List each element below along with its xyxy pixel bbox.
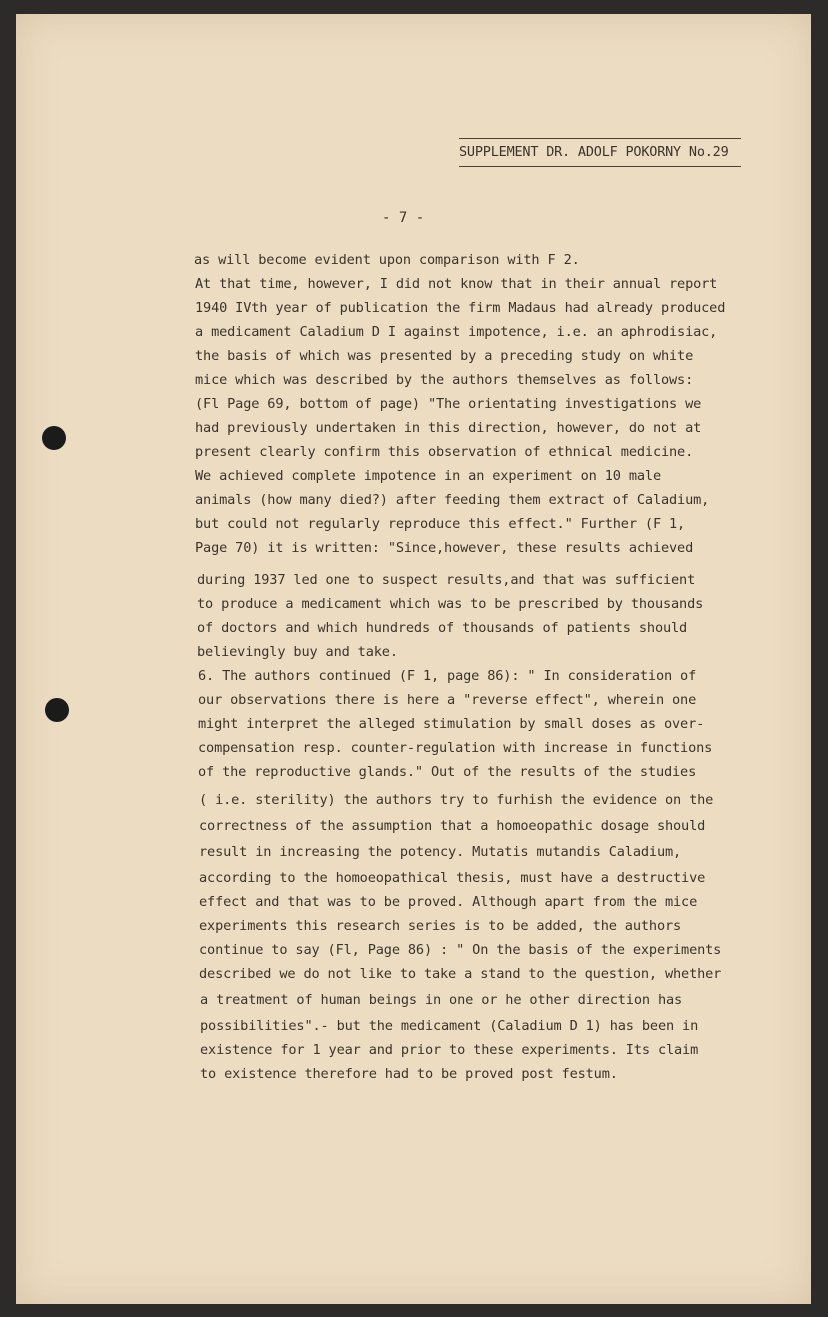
text-line: effect and that was to be proved. Although apart from the mice [199,894,698,910]
text-line: 1940 IVth year of publication the firm Madaus had already produced [195,300,726,316]
page-number: - 7 - [382,210,425,226]
text-line: of doctors and which hundreds of thousands of patients should [197,620,688,636]
text-line: a treatment of human beings in one or he other direction has [200,992,683,1008]
text-line: believingly buy and take. [197,644,398,660]
text-line: might interpret the alleged stimulation by small doses as over- [198,716,705,732]
text-line: our observations there is here a "reverse effect", wherein one [198,692,697,708]
text-line: as will become evident upon comparison with F 2. [194,252,580,268]
text-line: a medicament Caladium D I against impotence, i.e. an aphrodisiac, [195,324,718,340]
header-rule-top [459,138,741,139]
text-line: 6. The authors continued (F 1, page 86): " In consideration of [198,668,697,684]
text-line: the basis of which was presented by a preceding study on white [195,348,694,364]
text-line: We achieved complete impotence in an experiment on 10 male [195,468,661,484]
text-line: result in increasing the potency. Mutatis mutandis Caladium, [199,844,682,860]
text-line: At that time, however, I did not know that in their annual report [195,276,718,292]
text-line: to existence therefore had to be proved post festum. [200,1066,618,1082]
document-page [16,14,811,1304]
text-line: to produce a medicament which was to be prescribed by thousands [197,596,704,612]
text-line: ( i.e. sterility) the authors try to furhish the evidence on the [199,792,714,808]
text-line: (Fl Page 69, bottom of page) "The orientating investigations we [195,396,702,412]
text-line: continue to say (Fl, Page 86) : " On the basis of the experiments [199,942,722,958]
text-line: animals (how many died?) after feeding them extract of Caladium, [195,492,710,508]
text-line: but could not regularly reproduce this effect." Further (F 1, [195,516,686,532]
text-line: during 1937 led one to suspect results,and that was sufficient [197,572,696,588]
text-line: compensation resp. counter-regulation with increase in functions [198,740,713,756]
text-line: had previously undertaken in this direction, however, do not at [195,420,702,436]
text-line: described we do not like to take a stand to the question, whether [199,966,722,982]
text-line: experiments this research series is to be added, the authors [199,918,682,934]
header-rule-bottom [459,166,741,167]
text-line: possibilities".- but the medicament (Caladium D 1) has been in [200,1018,699,1034]
header-title: SUPPLEMENT DR. ADOLF POKORNY No.29 [459,144,729,160]
text-line: according to the homoeopathical thesis, must have a destructive [199,870,706,886]
punch-hole-top [42,426,66,450]
punch-hole-bottom [45,698,69,722]
text-line: existence for 1 year and prior to these experiments. Its claim [200,1042,699,1058]
text-line: of the reproductive glands." Out of the results of the studies [198,764,697,780]
text-line: mice which was described by the authors themselves as follows: [195,372,694,388]
text-line: present clearly confirm this observation of ethnical medicine. [195,444,694,460]
body-text [194,248,754,1086]
text-line: Page 70) it is written: "Since,however, these results achieved [195,540,694,556]
text-line: correctness of the assumption that a homoeopathic dosage should [199,818,706,834]
supplement-header [459,138,741,167]
